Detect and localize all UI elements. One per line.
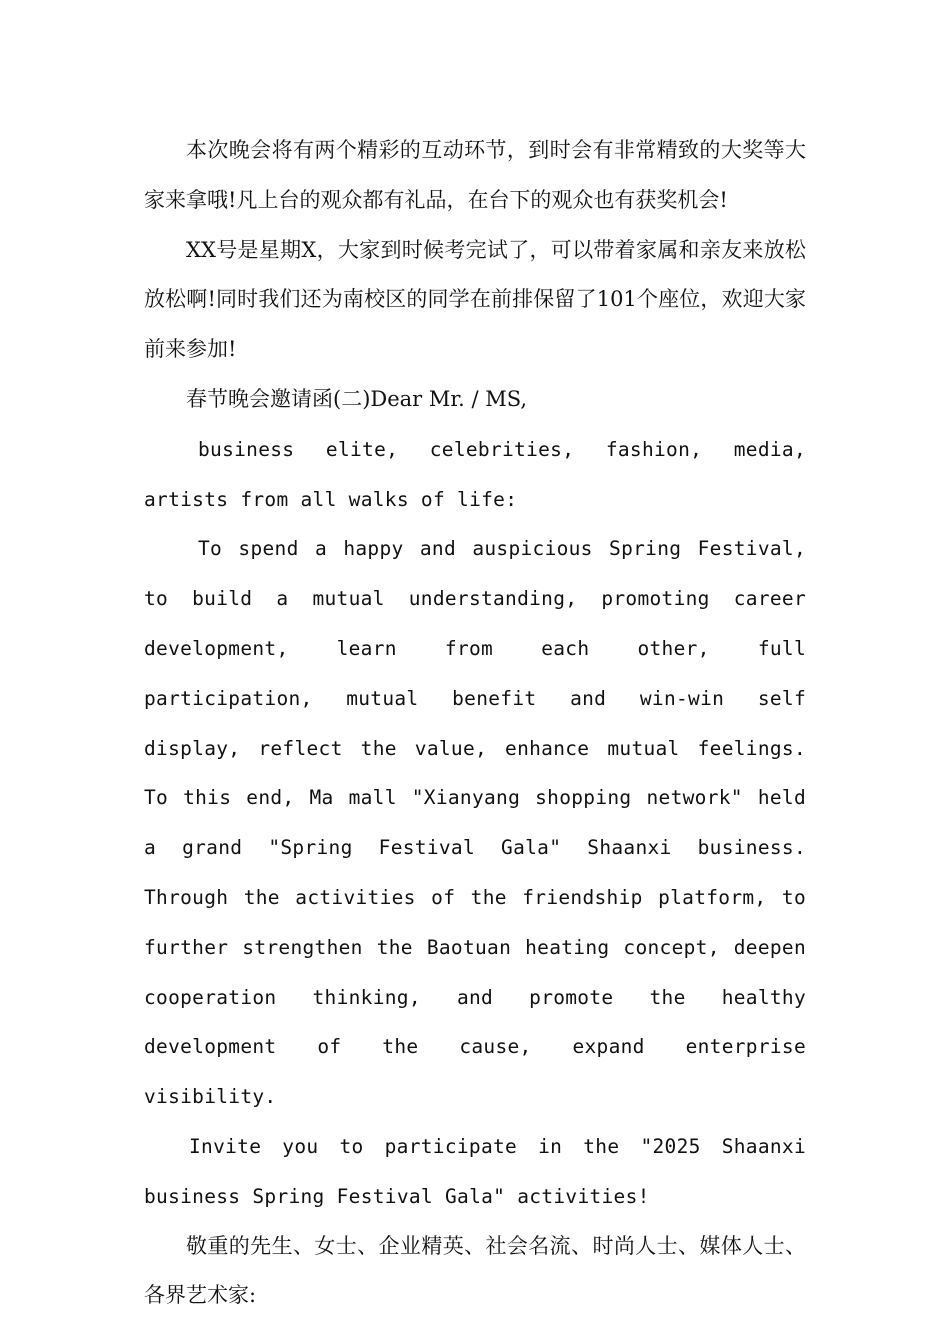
paragraph-salutation-zh: 敬重的先生、女士、企业精英、社会名流、时尚人士、媒体人士、各界艺术家:: [144, 1233, 806, 1308]
document-body: [144, 126, 806, 1321]
paragraph-salutation-en: business elite, celebrities, fashion, media, artists from all walks of life:: [144, 437, 806, 511]
paragraph-body-en: To spend a happy and auspicious Spring Festival, to build a mutual understanding, promoting career development, learn from each other, full participation, mutual benefit and win-win self display, reflect the value, enhance mutual feelings. To this end, Ma mall "Xianyang shopping network" held a grand "Spring Festival Gala" Shaanxi business. Through the activities of the friendship platform, to further strengthen the Baotuan heating concept, deepen cooperation thinking, and promote the healthy development of the cause, expand enterprise visibility.: [144, 537, 806, 1109]
paragraph-gala-date: XX号是星期X，大家到时候考完试了，可以带着家属和亲友来放松放松啊!同时我们还为南校区的同学在前排保留了101个座位，欢迎大家前来参加!: [144, 237, 806, 362]
paragraph-invitation-heading: 春节晚会邀请函(二)Dear Mr. / MS,: [186, 386, 528, 411]
paragraph-gala-prizes: 本次晚会将有两个精彩的互动环节，到时会有非常精致的大奖等大家来拿哦!凡上台的观众都有礼品，在台下的观众也有获奖机会!: [144, 138, 806, 212]
paragraph-invite-en: Invite you to participate in the "2025 Shaanxi business Spring Festival Gala" activities!: [144, 1134, 806, 1208]
